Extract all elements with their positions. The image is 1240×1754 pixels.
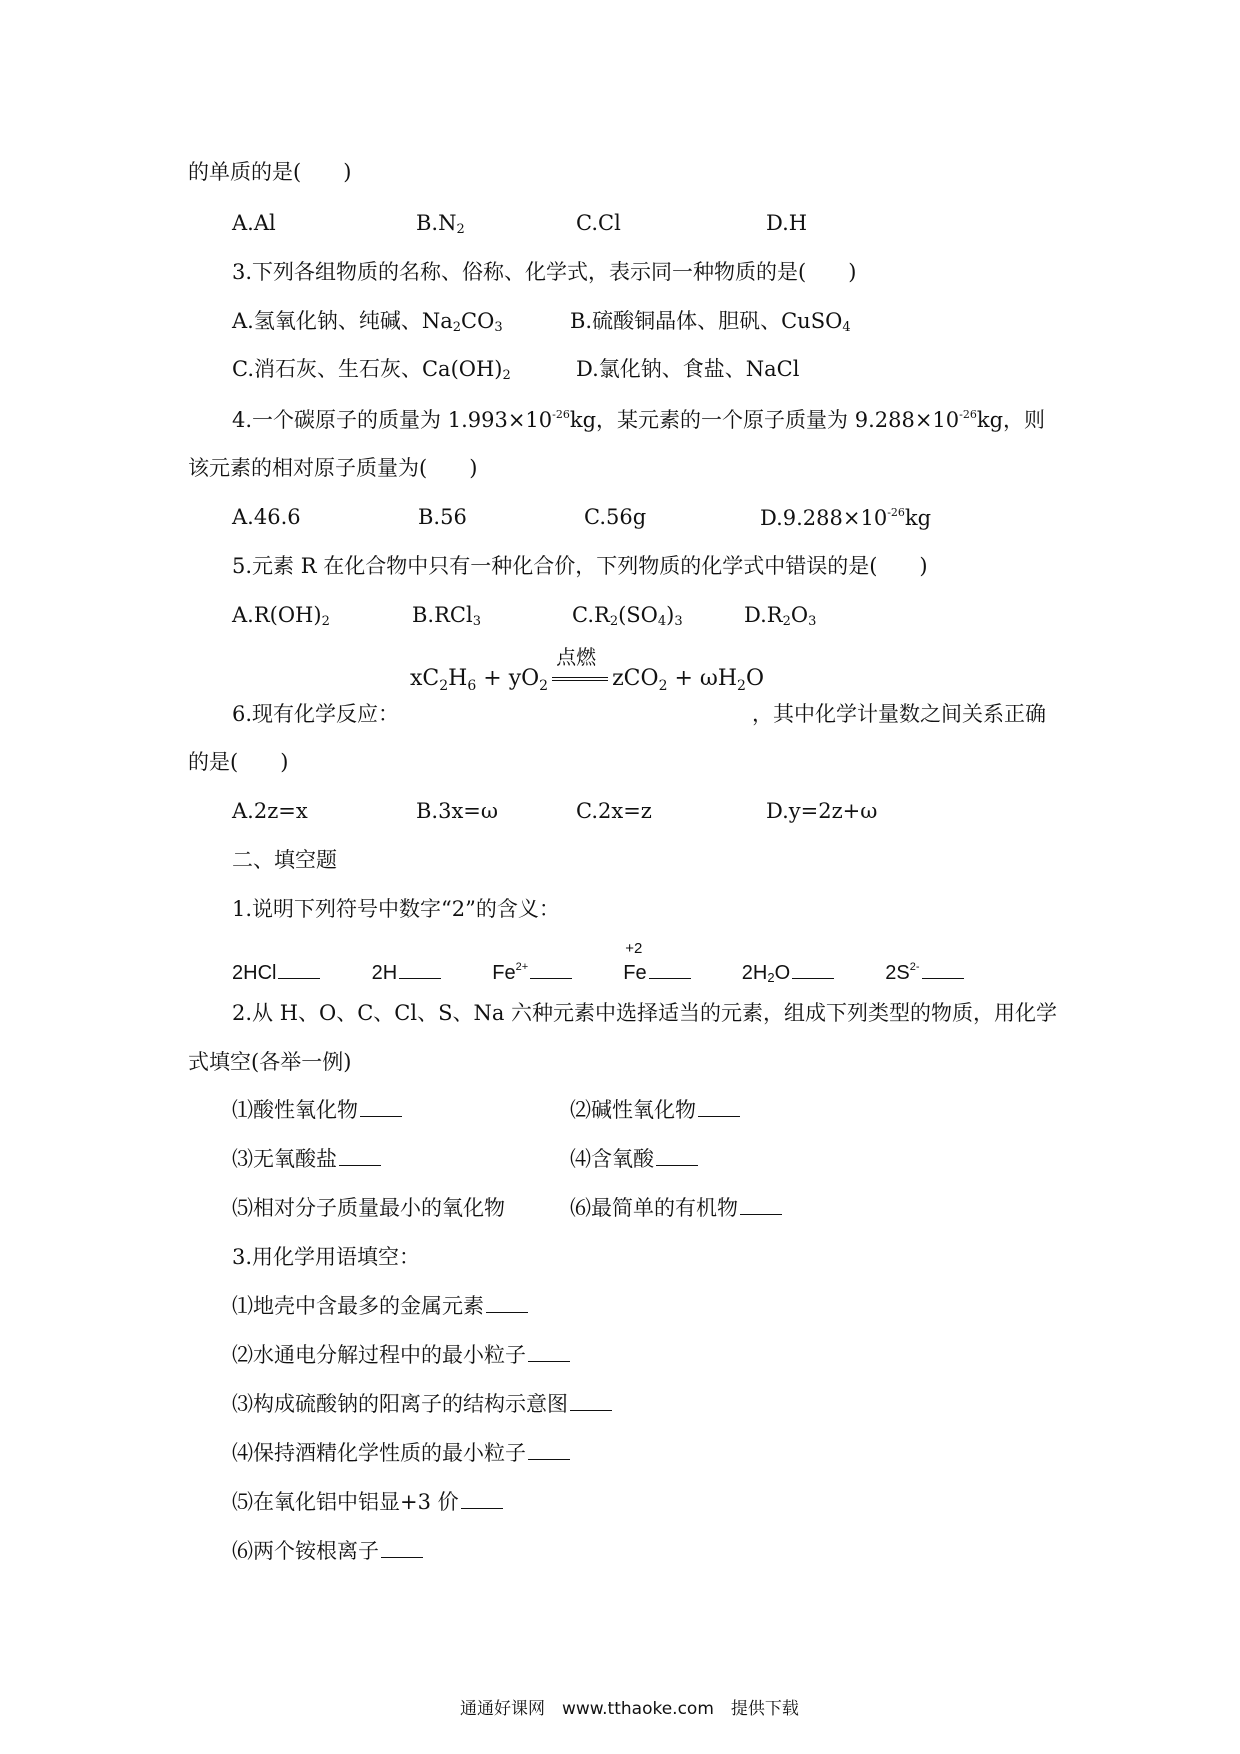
q2-option-a: A.Al <box>232 211 276 235</box>
f2-stem-line2: 式填空(各举一例) <box>188 1050 352 1074</box>
q4-option-a: A.46.6 <box>232 505 301 529</box>
q5-option-a: $A.R(OH)_2$ <box>232 603 330 629</box>
q5-option-d: $D.R_2O_3$ <box>744 603 817 629</box>
q2-option-b: $B.N_2$ <box>416 211 465 237</box>
section-heading: 二、填空题 <box>232 848 337 872</box>
q3-stem: 3.下列各组物质的名称、俗称、化学式，表示同一种物质的是( ) <box>232 260 857 284</box>
symbol-2hcl: 2HCl <box>232 962 277 984</box>
q6-stem-line1-start: 6.现有化学反应： <box>232 702 400 726</box>
q3-option-d: D.氯化钠、食盐、NaCl <box>576 357 800 381</box>
f2-item-3: ⑶无氧酸盐 <box>232 1149 381 1170</box>
q6-option-c: C.2x=z <box>576 799 652 823</box>
q4-option-b: B.56 <box>418 505 467 529</box>
symbol-2h2o: $2H_2O$ <box>741 962 791 985</box>
q5-option-c: $C.R_2(SO_4)_3$ <box>572 603 683 629</box>
answer-blank <box>381 1556 423 1558</box>
q3-option-b: B.硫酸铜晶体、胆矾、CuSO$_4$ <box>570 309 851 335</box>
f1-symbol-row: 2HCl 2H $Fe^{2+}$ +2 Fe $2H_2O$ $2S^{2-}$ <box>232 962 964 984</box>
f3-stem: 3.用化学用语填空： <box>232 1245 421 1269</box>
reaction-condition-arrow: 点燃 <box>552 675 608 681</box>
q5-option-b: B.RCl$_3$ <box>412 603 481 629</box>
q4-option-c: C.56g <box>584 505 647 529</box>
f3-item-4: ⑷保持酒精化学性质的最小粒子 <box>232 1443 570 1464</box>
f2-stem-line1: 2.从 H、O、C、Cl、S、Na 六种元素中选择适当的元素，组成下列类型的物质，用化学 <box>232 1001 1058 1025</box>
q6-stem-line1-end: ，其中化学计量数之间关系正确 <box>752 702 1046 726</box>
q2-stem-tail: 的单质的是( ) <box>188 160 352 184</box>
answer-blank <box>528 1360 570 1362</box>
symbol-fe-valence: +2 Fe <box>623 940 647 984</box>
q3-option-a: A.氢氧化钠、纯碱、$Na_2CO_3$ <box>232 309 503 335</box>
f3-item-5: ⑸在氧化铝中铝显+3 价 <box>232 1492 503 1513</box>
q3-option-c: C.消石灰、生石灰、$Ca(OH)_2$ <box>232 357 511 383</box>
answer-blank <box>461 1507 503 1509</box>
f2-item-4: ⑷含氧酸 <box>570 1149 698 1170</box>
symbol-fe-ion: Fe <box>492 962 516 984</box>
answer-blank <box>649 977 691 979</box>
answer-blank <box>740 1213 782 1215</box>
answer-blank <box>530 977 572 979</box>
q6-chemical-equation: $xC_2H_6 + yO_2$ 点燃 $zCO_2 + \omega H_2O$ <box>410 645 764 694</box>
f2-item-6: ⑹最简单的有机物 <box>570 1198 782 1219</box>
answer-blank <box>528 1458 570 1460</box>
q6-option-b: B.3x=ω <box>416 799 499 823</box>
q4-stem-line2: 该元素的相对原子质量为( ) <box>188 456 478 480</box>
q6-option-a: A.2z=x <box>232 799 308 823</box>
answer-blank <box>360 1115 402 1117</box>
f2-item-5: ⑸相对分子质量最小的氧化物 <box>232 1196 505 1220</box>
f2-item-2: ⑵碱性氧化物 <box>570 1100 740 1121</box>
answer-blank <box>792 977 834 979</box>
answer-blank <box>399 977 441 979</box>
answer-blank <box>278 977 320 979</box>
q6-stem-line2: 的是( ) <box>188 750 289 774</box>
answer-blank <box>486 1311 528 1313</box>
answer-blank <box>339 1164 381 1166</box>
q5-stem: 5.元素 R 在化合物中只有一种化合价，下列物质的化学式中错误的是( ) <box>232 554 928 578</box>
page-footer: 通通好课网 www.tthaoke.com 提供下载 <box>460 1699 799 1719</box>
symbol-2h: 2H <box>371 962 398 984</box>
q4-option-d: $D.9.288\times 10^{-26}kg$ <box>760 506 932 530</box>
q6-option-d: D.y=2z+ω <box>766 799 878 823</box>
answer-blank <box>922 977 964 979</box>
q2-option-c: C.Cl <box>576 211 621 235</box>
f3-item-6: ⑹两个铵根离子 <box>232 1541 423 1562</box>
symbol-2s-ion: $2S^{2-}$ <box>885 961 920 984</box>
answer-blank <box>656 1164 698 1166</box>
f3-item-1: ⑴地壳中含最多的金属元素 <box>232 1296 528 1317</box>
answer-blank <box>570 1409 612 1411</box>
f3-item-2: ⑵水通电分解过程中的最小粒子 <box>232 1345 570 1366</box>
q4-stem-line1: 4.一个碳原子的质量为 $1.993\times 10^{-26}kg$，某元素的一个原子质量为 $9.288\times 10^{-26}kg$，则 <box>232 408 1046 432</box>
f3-item-3: ⑶构成硫酸钠的阳离子的结构示意图 <box>232 1394 612 1415</box>
f1-stem: 1.说明下列符号中数字“2”的含义： <box>232 897 560 921</box>
q2-option-d: D.H <box>766 211 808 235</box>
answer-blank <box>698 1115 740 1117</box>
f2-item-1: ⑴酸性氧化物 <box>232 1100 402 1121</box>
